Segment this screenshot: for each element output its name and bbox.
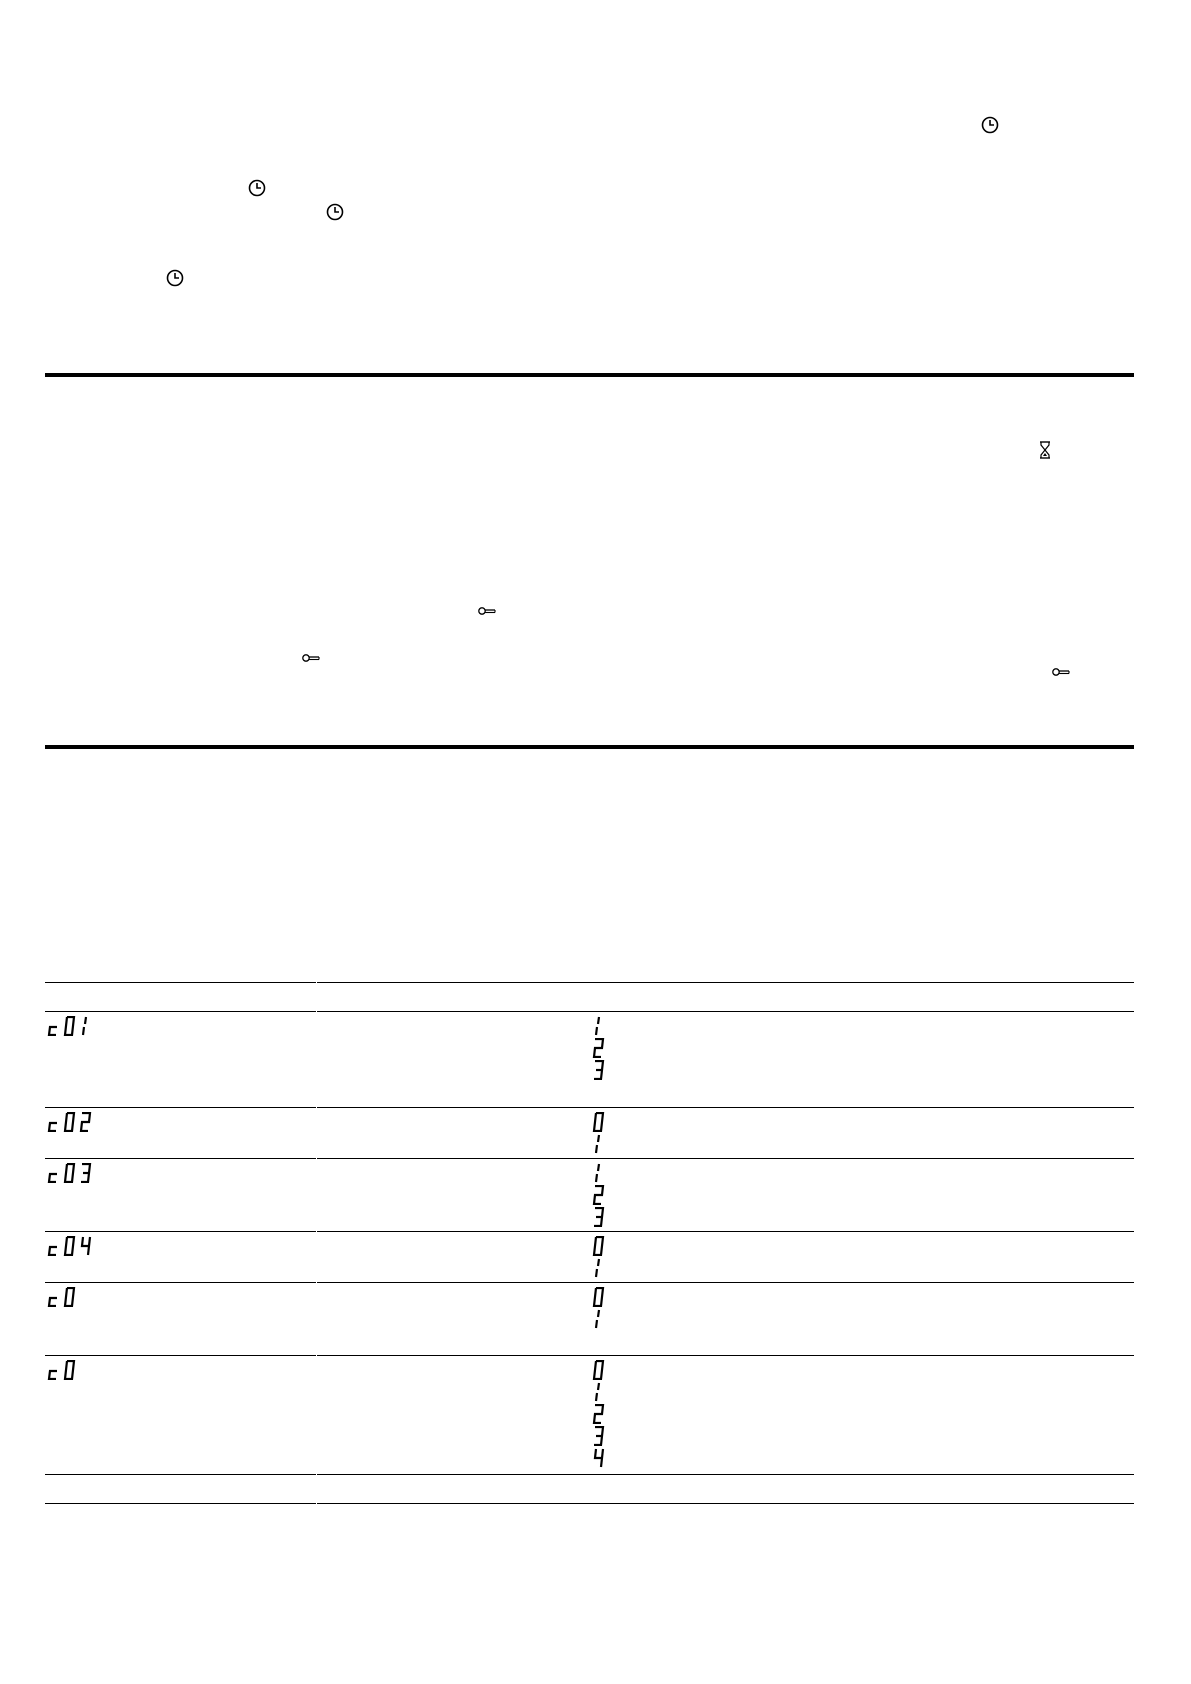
setting-value-glyph [592, 1060, 605, 1080]
section-divider [45, 373, 1134, 377]
setting-code-glyph [47, 1287, 60, 1307]
table-rule [45, 1503, 1134, 1504]
setting-value-glyph [592, 1287, 605, 1307]
setting-code-glyph [63, 1016, 76, 1036]
setting-value-glyph [592, 1360, 605, 1380]
key-icon [302, 653, 320, 663]
setting-value-glyph [592, 1236, 605, 1256]
hourglass-icon [1039, 441, 1051, 459]
setting-code-c06 [47, 1360, 92, 1380]
setting-code-glyph [79, 1287, 92, 1307]
setting-value-glyph [592, 1016, 605, 1036]
setting-value-glyph [592, 1163, 605, 1183]
setting-code-glyph [47, 1112, 60, 1132]
setting-value [592, 1448, 605, 1473]
section-divider [45, 745, 1134, 749]
setting-code-glyph [63, 1287, 76, 1307]
table-rule [45, 1158, 1134, 1159]
table-rule [45, 982, 1134, 983]
setting-code-glyph [63, 1163, 76, 1183]
setting-value-glyph [592, 1134, 605, 1154]
setting-value [592, 1207, 605, 1232]
setting-value-glyph [592, 1404, 605, 1424]
setting-value [592, 1258, 605, 1283]
setting-value [592, 1309, 605, 1334]
setting-code-glyph [79, 1163, 92, 1183]
setting-code-glyph [79, 1016, 92, 1036]
setting-code-glyph [79, 1236, 92, 1256]
setting-code-glyph [79, 1360, 92, 1380]
setting-code-glyph [47, 1163, 60, 1183]
setting-code-c05 [47, 1287, 92, 1307]
key-icon [1052, 667, 1070, 677]
setting-code-glyph [63, 1360, 76, 1380]
setting-value [592, 1060, 605, 1085]
setting-value-glyph [592, 1038, 605, 1058]
setting-value-glyph [592, 1426, 605, 1446]
setting-code-c01 [47, 1016, 92, 1036]
column-gap [316, 982, 317, 1504]
setting-value-glyph [592, 1382, 605, 1402]
table-rule [45, 1107, 1134, 1108]
clock-icon [326, 203, 344, 221]
clock-icon [248, 179, 266, 197]
table-rule [45, 1231, 1134, 1232]
table-rule [45, 1282, 1134, 1283]
setting-value-glyph [592, 1185, 605, 1205]
setting-value-glyph [592, 1258, 605, 1278]
setting-code-glyph [47, 1360, 60, 1380]
table-rule [45, 1011, 1134, 1012]
setting-value-glyph [592, 1207, 605, 1227]
setting-code-glyph [63, 1236, 76, 1256]
setting-code-c03 [47, 1163, 92, 1183]
setting-value-glyph [592, 1448, 605, 1468]
table-rule [45, 1474, 1134, 1475]
setting-code-glyph [79, 1112, 92, 1132]
clock-icon [166, 269, 184, 287]
setting-code-glyph [47, 1236, 60, 1256]
table-rule [45, 1355, 1134, 1356]
setting-code-glyph [63, 1112, 76, 1132]
key-icon [478, 606, 496, 616]
clock-icon [981, 116, 999, 134]
setting-value-glyph [592, 1112, 605, 1132]
setting-value [592, 1134, 605, 1159]
setting-code-c04 [47, 1236, 92, 1256]
setting-code-c02 [47, 1112, 92, 1132]
setting-value-glyph [592, 1309, 605, 1329]
setting-code-glyph [47, 1016, 60, 1036]
